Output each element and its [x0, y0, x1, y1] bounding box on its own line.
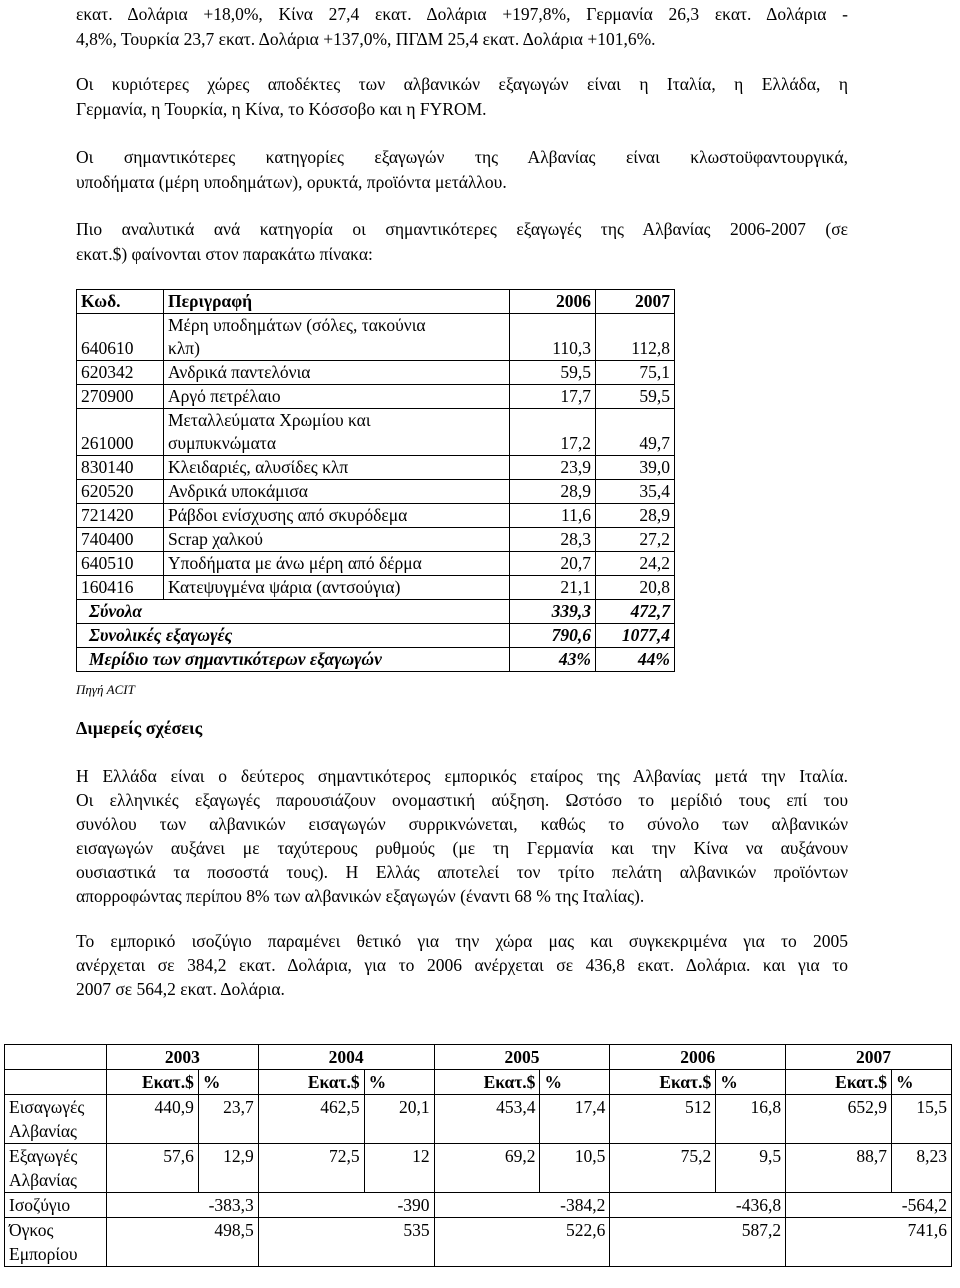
desc-line: Μεταλλεύματα Χρωμίου και	[168, 410, 371, 430]
row-label	[5, 1218, 107, 1267]
sub-pct: %	[716, 1070, 786, 1095]
paragraph-export-categories	[76, 145, 848, 194]
cell-description: Ανδρικά υποκάμισα	[164, 480, 510, 504]
header-2007: 2007	[596, 290, 675, 314]
cell-code: 261000	[77, 409, 164, 456]
header-2006: 2006	[510, 290, 596, 314]
table-row	[77, 409, 675, 456]
cell-value: -383,3	[106, 1193, 258, 1218]
sub-usd: Εκατ.$	[786, 1070, 892, 1095]
paragraph-table-intro	[76, 217, 848, 266]
total-2006: 790,6	[510, 624, 596, 648]
trade-row-exports	[5, 1144, 952, 1193]
table-source-note: Πηγή ACIT	[76, 682, 135, 697]
cell-value: -390	[258, 1193, 434, 1218]
corner-cell	[5, 1045, 107, 1070]
cell-code: 640610	[77, 314, 164, 361]
cell-description: Υποδήματα με άνω μέρη από δέρμα	[164, 552, 510, 576]
cell-code: 640510	[77, 552, 164, 576]
cell-2006: 17,2	[510, 409, 596, 456]
cell-2006: 21,1	[510, 576, 596, 600]
paragraph-country-growth	[76, 2, 848, 51]
cell-value: 69,2	[434, 1144, 540, 1193]
text-line: απορροφώντας περίπου 8% των αλβανικών εξαγωγών (έναντι 68 % της Ιταλίας).	[76, 886, 645, 906]
section-heading: Διμερείς σχέσεις	[76, 718, 203, 738]
cell-value: 20,1	[364, 1095, 434, 1144]
cell-value: 440,9	[106, 1095, 198, 1144]
paragraph-bilateral-relations	[76, 764, 848, 908]
cell-value: 16,8	[716, 1095, 786, 1144]
total-2007: 472,7	[596, 600, 675, 624]
cell-code: 160416	[77, 576, 164, 600]
cell-code: 620520	[77, 480, 164, 504]
text-line: ουσιαστικά τα ποσοστά τους). Η Ελλάς αποτελεί τον τρίτο πελάτη αλβανικών προϊόντων	[76, 862, 848, 882]
sub-usd: Εκατ.$	[106, 1070, 198, 1095]
cell-2007: 27,2	[596, 528, 675, 552]
row-label	[5, 1095, 107, 1144]
cell-value: -564,2	[786, 1193, 952, 1218]
cell-description: Scrap χαλκού	[164, 528, 510, 552]
cell-value: 88,7	[786, 1144, 892, 1193]
cell-value: -384,2	[434, 1193, 610, 1218]
cell-2006: 28,9	[510, 480, 596, 504]
paragraph-trade-balance	[76, 929, 848, 1001]
cell-2006: 11,6	[510, 504, 596, 528]
cell-2006: 110,3	[510, 314, 596, 361]
label-line: Όγκος	[9, 1220, 54, 1240]
cell-code: 721420	[77, 504, 164, 528]
cell-value: 15,5	[892, 1095, 952, 1144]
cell-2007: 75,1	[596, 361, 675, 385]
cell-2007: 24,2	[596, 552, 675, 576]
cell-2006: 23,9	[510, 456, 596, 480]
row-label: Ισοζύγιο	[5, 1193, 107, 1218]
cell-value: 75,2	[610, 1144, 716, 1193]
text-line: ανέρχεται σε 384,2 εκατ. Δολάρια, για το 2006 ανέρχεται σε 436,8 εκατ. Δολάρια. και για το	[76, 955, 848, 975]
cell-value: 512	[610, 1095, 716, 1144]
table-header-row	[77, 290, 675, 314]
cell-value: 587,2	[610, 1218, 786, 1267]
text-line: Οι ελληνικές εξαγωγές παρουσιάζουν ονομαστική αύξηση. Ωστόσο το μερίδιό τους επί του	[76, 790, 848, 810]
year-2007: 2007	[786, 1045, 952, 1070]
text-line: εισαγωγών αυξάνει με ταχύτερους ρυθμούς (με τη Γερμανία και την Κίνα να αυξάνουν	[76, 838, 848, 858]
total-2006: 43%	[510, 648, 596, 672]
cell-value: 23,7	[198, 1095, 258, 1144]
cell-2006: 20,7	[510, 552, 596, 576]
label-line: Εξαγωγές	[9, 1146, 78, 1166]
year-2005: 2005	[434, 1045, 610, 1070]
cell-description: Ράβδοι ενίσχυσης από σκυρόδεμα	[164, 504, 510, 528]
cell-value: -436,8	[610, 1193, 786, 1218]
cell-value: 453,4	[434, 1095, 540, 1144]
text-line: 4,8%, Τουρκία 23,7 εκατ. Δολάρια +137,0%, ΠΓΔΜ 25,4 εκατ. Δολάρια +101,6%.	[76, 28, 656, 49]
row-label	[5, 1144, 107, 1193]
total-label: Σύνολα	[77, 600, 510, 624]
table-row	[77, 504, 675, 528]
total-2007: 1077,4	[596, 624, 675, 648]
table-row	[77, 528, 675, 552]
table-row	[77, 576, 675, 600]
cell-2007: 35,4	[596, 480, 675, 504]
header-description: Περιγραφή	[164, 290, 510, 314]
cell-value: 498,5	[106, 1218, 258, 1267]
desc-line: κλπ)	[168, 338, 200, 358]
label-line: Εμπορίου	[9, 1244, 78, 1264]
total-2007: 44%	[596, 648, 675, 672]
sub-usd: Εκατ.$	[258, 1070, 364, 1095]
cell-value: 535	[258, 1218, 434, 1267]
cell-2007: 20,8	[596, 576, 675, 600]
cell-value: 522,6	[434, 1218, 610, 1267]
text-line: συνόλου των αλβανικών εισαγωγών συρρικνώνεται, καθώς το σύνολο των αλβανικών	[76, 814, 848, 834]
cell-code: 830140	[77, 456, 164, 480]
trade-table	[4, 1044, 952, 1267]
cell-description: Ανδρικά παντελόνια	[164, 361, 510, 385]
table-row	[77, 456, 675, 480]
cell-2007: 39,0	[596, 456, 675, 480]
cell-2007: 28,9	[596, 504, 675, 528]
cell-value: 10,5	[540, 1144, 610, 1193]
table-row	[77, 314, 675, 361]
cell-2007: 112,8	[596, 314, 675, 361]
cell-description: Κλειδαριές, αλυσίδες κλπ	[164, 456, 510, 480]
cell-2006: 59,5	[510, 361, 596, 385]
cell-description	[164, 314, 510, 361]
label-line: Αλβανίας	[9, 1121, 77, 1141]
text-line: Γερμανία, η Τουρκία, η Κίνα, το Κόσσοβο και η FYROM.	[76, 98, 487, 119]
year-2004: 2004	[258, 1045, 434, 1070]
total-label: Συνολικές εξαγωγές	[77, 624, 510, 648]
cell-value: 462,5	[258, 1095, 364, 1144]
cell-description	[164, 409, 510, 456]
cell-value: 652,9	[786, 1095, 892, 1144]
cell-value: 8,23	[892, 1144, 952, 1193]
corner-cell	[5, 1070, 107, 1095]
table-row	[77, 385, 675, 409]
desc-line: Μέρη υποδημάτων (σόλες, τακούνια	[168, 315, 426, 335]
sub-usd: Εκατ.$	[434, 1070, 540, 1095]
table-total-row	[77, 624, 675, 648]
text-line: Οι σημαντικότερες κατηγορίες εξαγωγών της Αλβανίας είναι κλωστοϋφαντουργικά,	[76, 147, 848, 167]
text-line: υποδήματα (μέρη υποδημάτων), ορυκτά, προϊόντα μετάλλου.	[76, 171, 507, 192]
year-2003: 2003	[106, 1045, 258, 1070]
label-line: Εισαγωγές	[9, 1097, 85, 1117]
total-2006: 339,3	[510, 600, 596, 624]
year-2006: 2006	[610, 1045, 786, 1070]
trade-row-imports	[5, 1095, 952, 1144]
table-row	[77, 552, 675, 576]
text-line: εκατ. Δολάρια +18,0%, Κίνα 27,4 εκατ. Δολάρια +197,8%, Γερμανία 26,3 εκατ. Δολάρια -	[76, 4, 848, 24]
text-line: Οι κυριότερες χώρες αποδέκτες των αλβανικών εξαγωγών είναι η Ιταλία, η Ελλάδα, η	[76, 74, 848, 94]
total-label: Μερίδιο των σημαντικότερων εξαγωγών	[77, 648, 510, 672]
label-line: Αλβανίας	[9, 1170, 77, 1190]
cell-value: 12,9	[198, 1144, 258, 1193]
cell-value: 9,5	[716, 1144, 786, 1193]
text-line: Πιο αναλυτικά ανά κατηγορία οι σημαντικότερες εξαγωγές της Αλβανίας 2006-2007 (σε	[76, 219, 848, 239]
cell-2007: 59,5	[596, 385, 675, 409]
cell-value: 72,5	[258, 1144, 364, 1193]
cell-value: 741,6	[786, 1218, 952, 1267]
table-row	[77, 361, 675, 385]
text-line: Η Ελλάδα είναι ο δεύτερος σημαντικότερος εμπορικός εταίρος της Αλβανίας μετά την Ιταλία.	[76, 766, 848, 786]
cell-description: Κατεψυγμένα ψάρια (αντσούγια)	[164, 576, 510, 600]
cell-code: 740400	[77, 528, 164, 552]
cell-value: 57,6	[106, 1144, 198, 1193]
trade-subheader-row	[5, 1070, 952, 1095]
cell-description: Αργό πετρέλαιο	[164, 385, 510, 409]
trade-row-volume	[5, 1218, 952, 1267]
cell-2006: 17,7	[510, 385, 596, 409]
desc-line: συμπυκνώματα	[168, 433, 276, 453]
sub-pct: %	[198, 1070, 258, 1095]
text-line: εκατ.$) φαίνονται στον παρακάτω πίνακα:	[76, 243, 373, 264]
exports-table	[76, 289, 675, 672]
cell-2006: 28,3	[510, 528, 596, 552]
table-row	[77, 480, 675, 504]
trade-year-row	[5, 1045, 952, 1070]
table-total-row	[77, 648, 675, 672]
trade-row-balance	[5, 1193, 952, 1218]
cell-code: 270900	[77, 385, 164, 409]
text-line: Το εμπορικό ισοζύγιο παραμένει θετικό για την χώρα μας και συγκεκριμένα για το 2005	[76, 931, 848, 951]
sub-pct: %	[364, 1070, 434, 1095]
table-total-row	[77, 600, 675, 624]
paragraph-export-destinations	[76, 72, 848, 121]
cell-value: 17,4	[540, 1095, 610, 1144]
text-line: 2007 σε 564,2 εκατ. Δολάρια.	[76, 979, 285, 999]
sub-pct: %	[540, 1070, 610, 1095]
cell-value: 12	[364, 1144, 434, 1193]
cell-2007: 49,7	[596, 409, 675, 456]
header-code: Κωδ.	[77, 290, 164, 314]
sub-pct: %	[892, 1070, 952, 1095]
cell-code: 620342	[77, 361, 164, 385]
sub-usd: Εκατ.$	[610, 1070, 716, 1095]
